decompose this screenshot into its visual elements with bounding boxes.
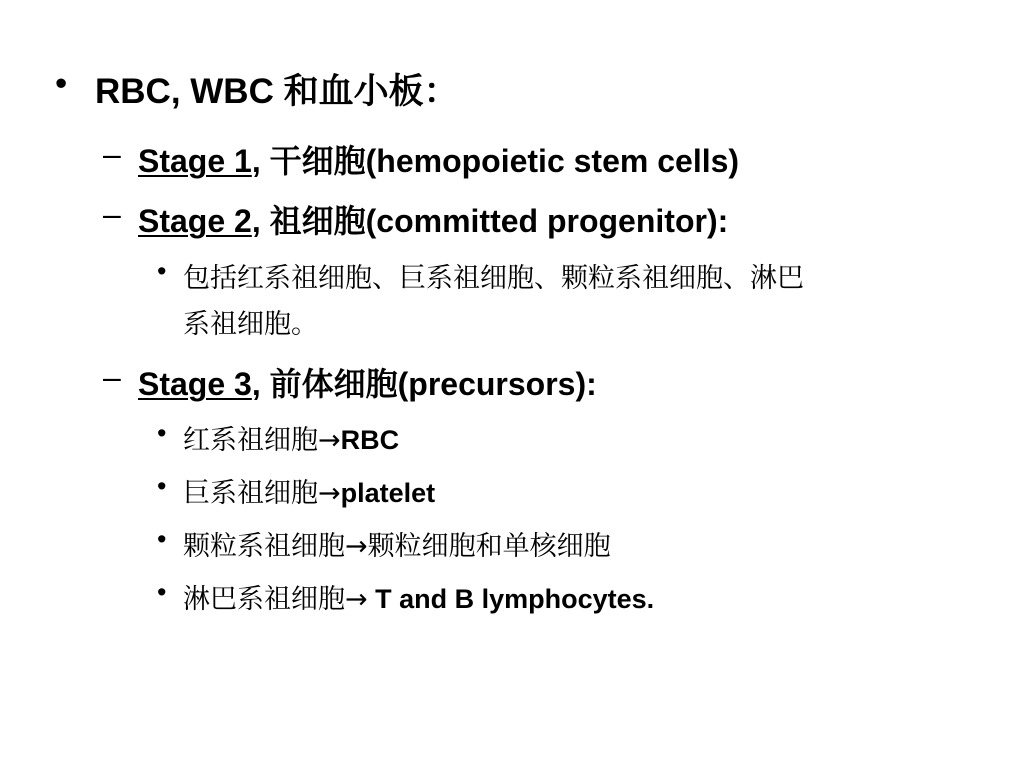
item-3-source: 颗粒系祖细胞 (183, 531, 345, 561)
item-2-target: platelet (340, 478, 436, 508)
stage-3-item-4 (183, 577, 654, 616)
arrow-right-icon: → (318, 425, 341, 456)
stage-2-text: , 祖细胞(committed progenitor): (251, 203, 729, 239)
item-4-target: T and B lymphocytes. (367, 584, 655, 614)
stage-2-detail-line-2: 系祖细胞。 (183, 309, 318, 339)
item-1-source: 红系祖细胞 (183, 425, 318, 455)
stage-3-item-2 (183, 471, 435, 510)
stage-2-label: Stage 2 (138, 203, 252, 239)
item-3-bullet-icon: • (157, 524, 167, 554)
arrow-right-icon: → (318, 478, 341, 509)
stage-1-line (138, 136, 739, 182)
item-1-bullet-icon: • (157, 418, 167, 448)
heading-bullet-icon: • (55, 64, 68, 103)
item-2-bullet-icon: • (157, 471, 167, 501)
slide-heading: RBC, WBC 和血小板： (95, 72, 459, 111)
stage-3-item-3 (183, 524, 611, 563)
stage-3-label: Stage 3 (138, 366, 252, 402)
stage-3-text: , 前体细胞(precursors): (251, 366, 597, 402)
item-4-source: 淋巴系祖细胞 (183, 584, 345, 614)
stage-2-dash: – (103, 196, 121, 232)
stage-3-line (138, 359, 597, 405)
arrow-right-icon: → (345, 531, 368, 562)
stage-1-dash: – (103, 136, 121, 172)
stage-2-detail-line-1: 包括红系祖细胞、巨系祖细胞、颗粒系祖细胞、淋巴 (183, 263, 804, 293)
item-1-target: RBC (340, 425, 400, 455)
stage-1-label: Stage 1 (138, 143, 252, 179)
stage-2-line (138, 196, 728, 242)
item-3-target: 颗粒细胞和单核细胞 (367, 531, 611, 561)
stage-2-detail-bullet-icon: • (157, 256, 167, 286)
item-2-source: 巨系祖细胞 (183, 478, 318, 508)
item-4-bullet-icon: • (157, 577, 167, 607)
arrow-right-icon: → (345, 584, 368, 615)
stage-3-item-1 (183, 418, 399, 457)
stage-1-text: , 干细胞(hemopoietic stem cells) (251, 143, 740, 179)
stage-3-dash: – (103, 359, 121, 395)
